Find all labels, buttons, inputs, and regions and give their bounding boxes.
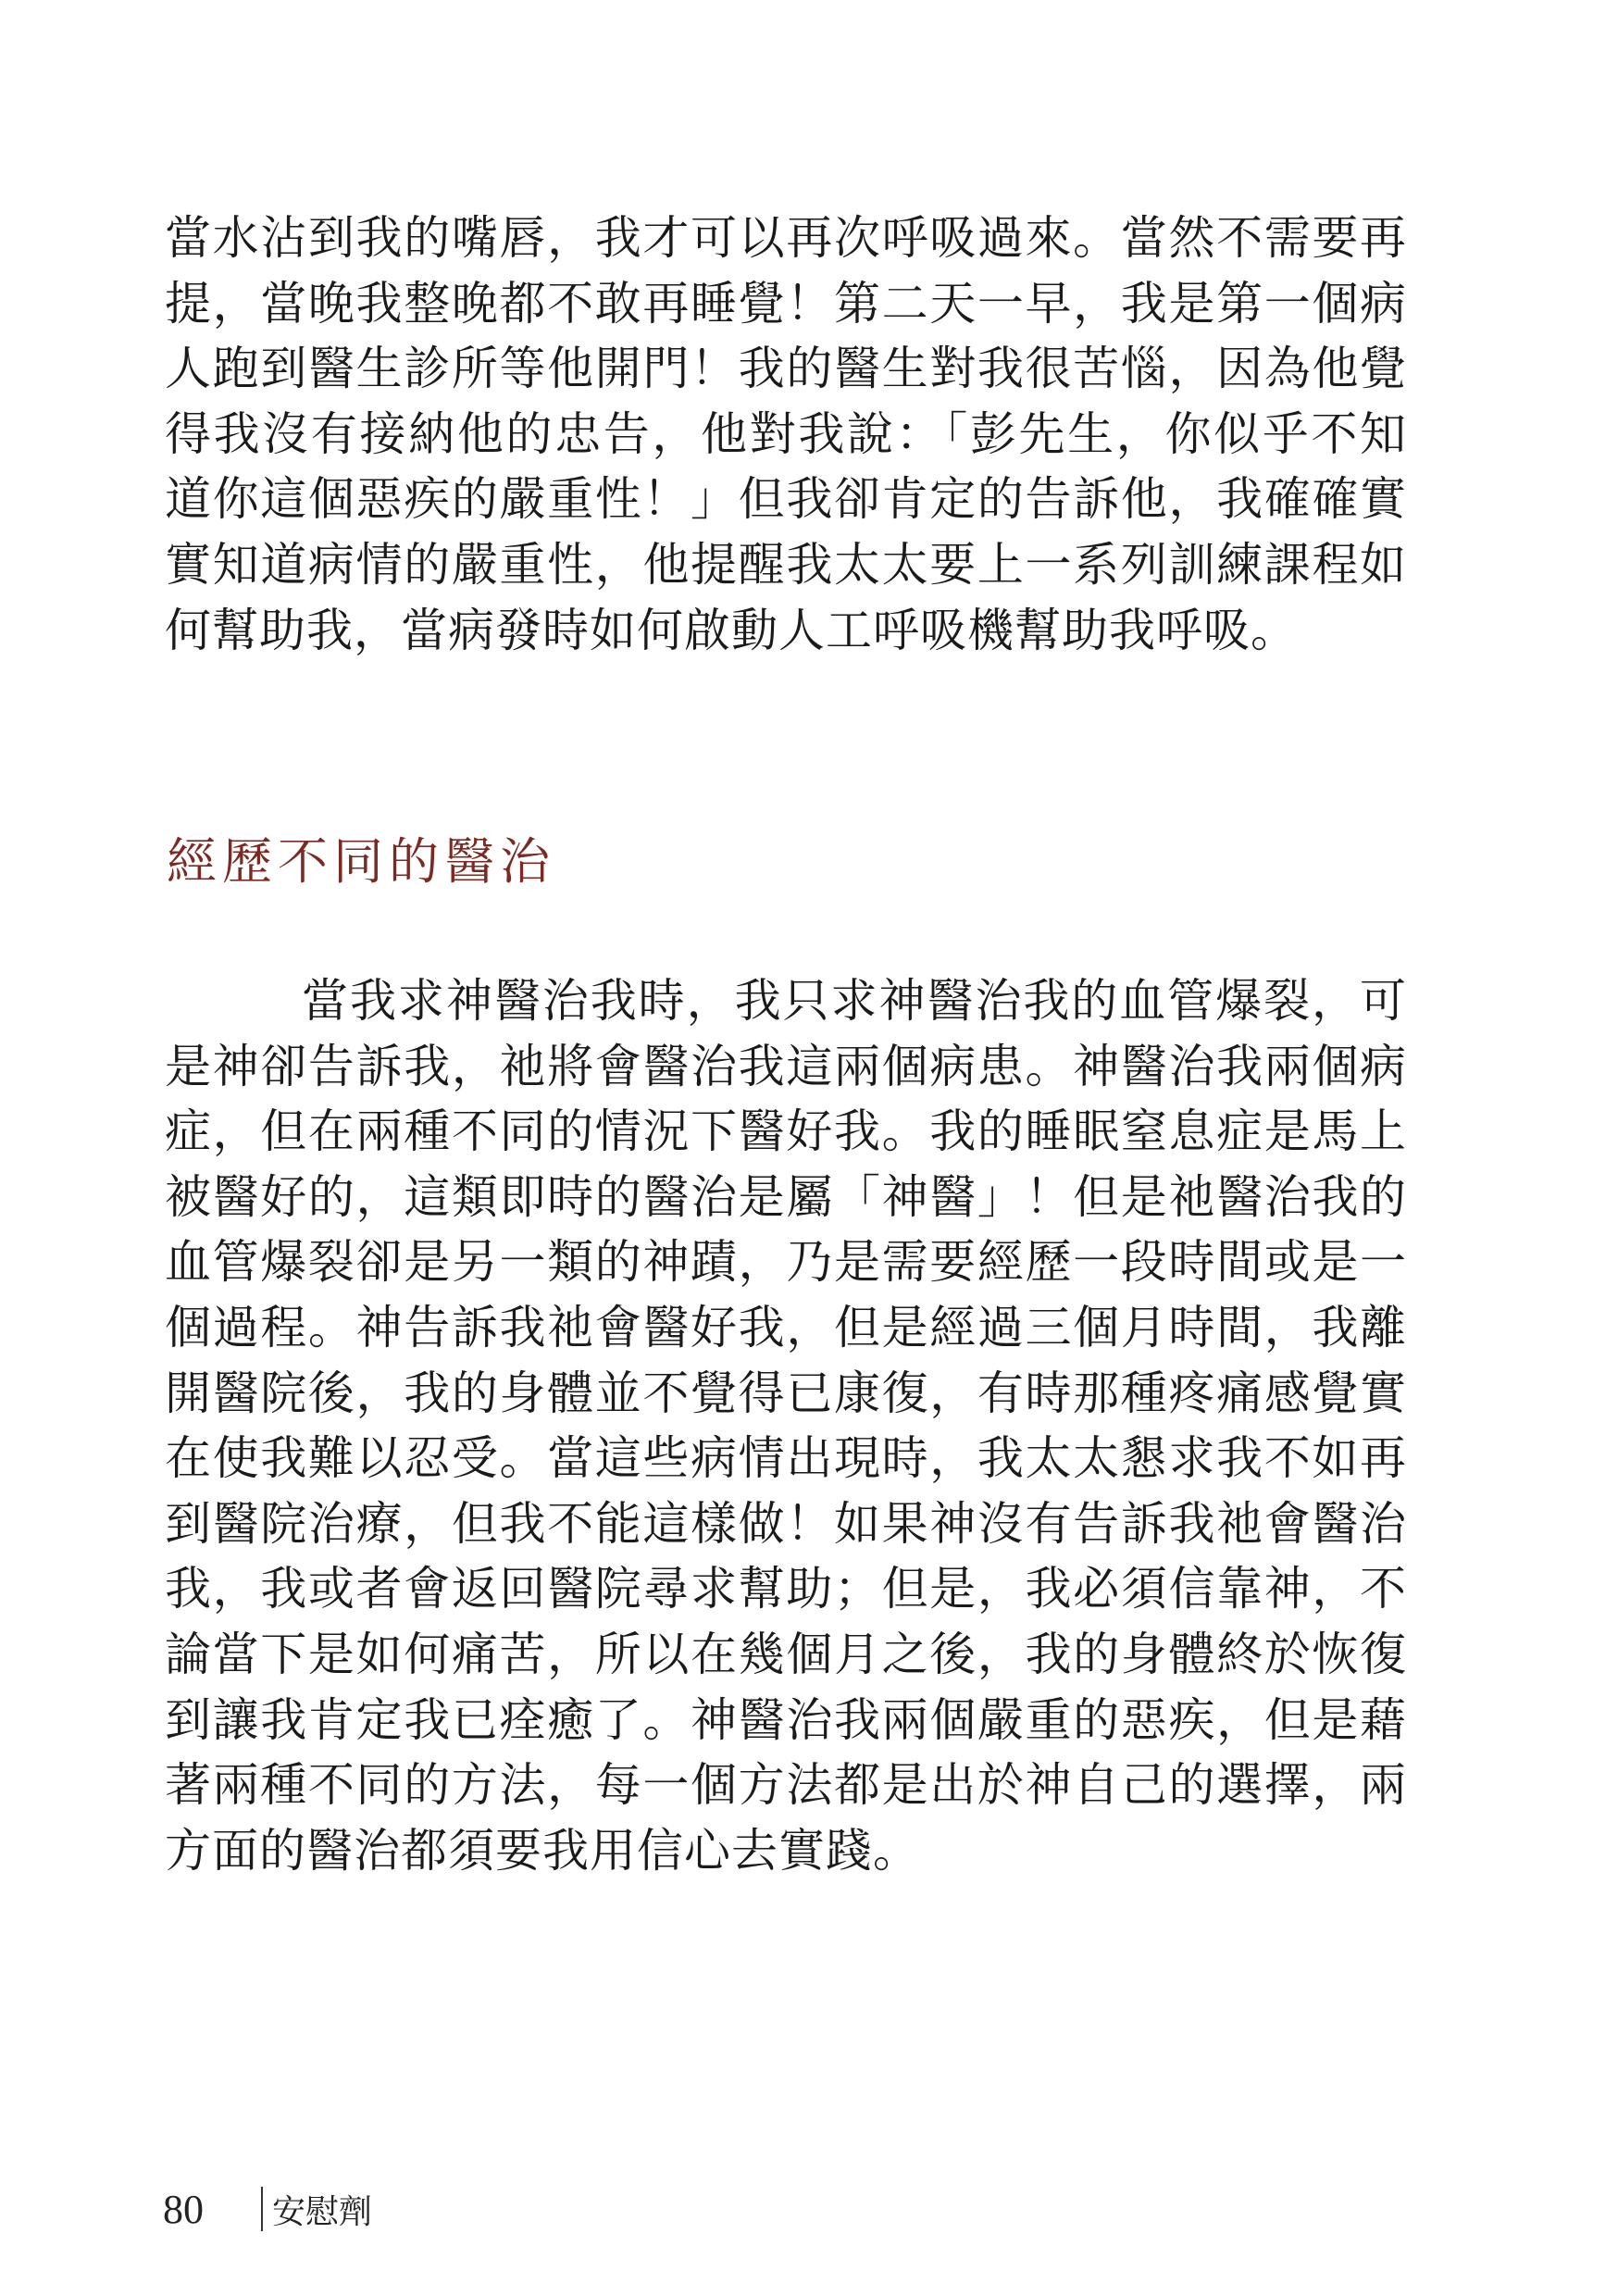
footer-divider <box>261 2187 263 2231</box>
running-book-title: 安慰劑 <box>272 2192 373 2231</box>
body-paragraph-2: 當我求神醫治我時，我只求神醫治我的血管爆裂，可是神卻告訴我，祂將會醫治我這兩個病患。神醫治我兩個病症，但在兩種不同的情況下醫好我。我的睡眠窒息症是馬上被醫好的，這類即時的醫治是屬「神醫」！但是祂醫治我的血管爆裂卻是另一類的神蹟，乃是需要經歷一段時間或是一個過程。神告訴我祂會醫好我，但是經過三個月時間，我離開醫院後，我的身體並不覺得已康復，有時那種疼痛感覺實在使我難以忍受。當這些病情出現時，我太太懇求我不如再到醫院治療，但我不能這樣做！如果神沒有告訴我祂會醫治我，我或者會返回醫院尋求幫助；但是，我必須信靠神，不論當下是如何痛苦，所以在幾個月之後，我的身體終於恢復到讓我肯定我已痊癒了。神醫治我兩個嚴重的惡疾，但是藉著兩種不同的方法，每一個方法都是出於神自己的選擇，兩方面的醫治都須要我用信心去實踐。 <box>165 974 1407 1878</box>
page-footer <box>163 2181 372 2237</box>
section-heading: 經歷不同的醫治 <box>167 832 555 891</box>
page-number: 80 <box>163 2186 204 2232</box>
body-paragraph-1: 當水沾到我的嘴唇，我才可以再次呼吸過來。當然不需要再提，當晚我整晚都不敢再睡覺！第二天一早，我是第一個病人跑到醫生診所等他開門！我的醫生對我很苦惱，因為他覺得我沒有接納他的忠告，他對我說：「彭先生，你似乎不知道你這個惡疾的嚴重性！」但我卻肯定的告訴他，我確確實實知道病情的嚴重性，他提醒我太太要上一系列訓練課程如何幫助我，當病發時如何啟動人工呼吸機幫助我呼吸。 <box>165 211 1407 657</box>
